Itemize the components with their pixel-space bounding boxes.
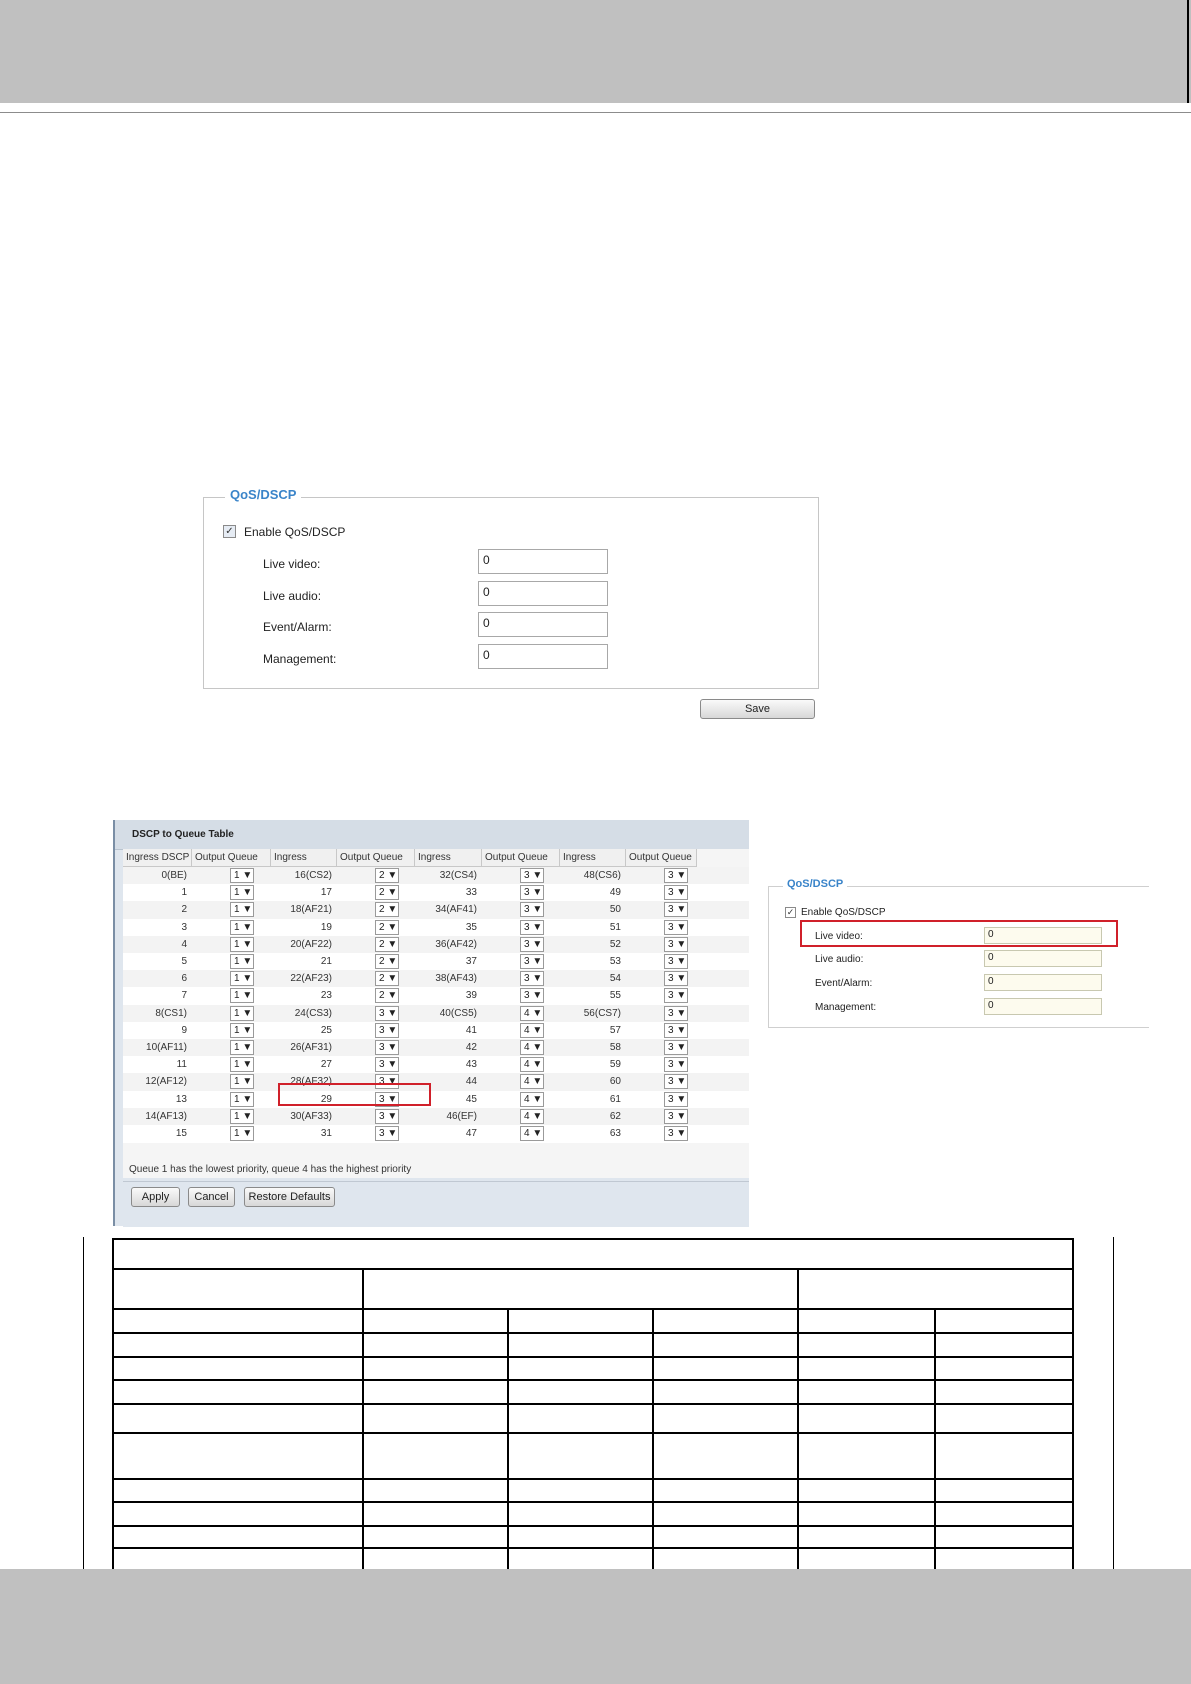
event-alarm-small-label: Event/Alarm: [815, 978, 873, 989]
management-input[interactable]: 0 [478, 644, 608, 669]
ingress-dscp-cell: 56(CS7) [583, 1007, 621, 1019]
output-queue-dropdown[interactable]: 2 ▼ [375, 971, 399, 986]
ingress-dscp-cell: 28(AF32) [290, 1076, 332, 1088]
output-queue-dropdown[interactable]: 1 ▼ [230, 1074, 254, 1089]
event-alarm-label: Event/Alarm: [263, 620, 332, 634]
qos-dscp-panel-small [768, 878, 1149, 1028]
output-queue-dropdown[interactable]: 4 ▼ [520, 1023, 544, 1038]
enable-qos-label: Enable QoS/DSCP [244, 525, 346, 539]
ingress-dscp-cell: 32(CS4) [439, 870, 477, 881]
output-queue-dropdown[interactable]: 3 ▼ [664, 1092, 688, 1107]
output-queue-dropdown[interactable]: 3 ▼ [520, 920, 544, 935]
priority-note: Queue 1 has the lowest priority, queue 4 has the highest priority [129, 1164, 412, 1175]
ingress-dscp-cell: 39 [465, 990, 477, 1002]
output-queue-dropdown[interactable]: 1 ▼ [230, 1040, 254, 1055]
ingress-dscp-cell: 20(AF22) [290, 938, 332, 950]
ingress-dscp-cell: 3 [181, 921, 187, 933]
page-header-band [0, 0, 1191, 103]
enable-qos-small-label: Enable QoS/DSCP [801, 907, 886, 918]
output-queue-dropdown[interactable]: 1 ▼ [230, 1092, 254, 1107]
table-rule [112, 1478, 1074, 1480]
ingress-dscp-cell: 45 [465, 1093, 477, 1105]
output-queue-dropdown[interactable]: 3 ▼ [664, 1109, 688, 1124]
output-queue-dropdown[interactable]: 2 ▼ [375, 868, 399, 883]
ingress-dscp-cell: 53 [609, 956, 621, 967]
output-queue-dropdown[interactable]: 3 ▼ [664, 1057, 688, 1072]
dscp-table-grid [123, 849, 749, 1178]
ingress-dscp-cell: 5 [181, 956, 187, 967]
highlight-box-live-video [800, 920, 1118, 947]
dscp-column-header: Output Queue [192, 849, 271, 867]
ingress-dscp-cell: 12(AF12) [145, 1076, 187, 1088]
ingress-dscp-cell: 36(AF42) [435, 938, 477, 950]
ingress-dscp-cell: 48(CS6) [583, 870, 621, 881]
output-queue-dropdown[interactable]: 1 ▼ [230, 902, 254, 917]
live-video-small-input[interactable]: 0 [984, 927, 1102, 944]
output-queue-dropdown[interactable]: 3 ▼ [664, 1023, 688, 1038]
live-video-small-label: Live video: [815, 931, 863, 942]
ingress-dscp-cell: 18(AF21) [290, 904, 332, 916]
ingress-dscp-cell: 23 [320, 990, 332, 1002]
output-queue-dropdown[interactable]: 3 ▼ [664, 971, 688, 986]
dscp-table-title: DSCP to Queue Table [132, 829, 234, 840]
output-queue-dropdown[interactable]: 3 ▼ [375, 1040, 399, 1055]
ingress-dscp-cell: 49 [609, 887, 621, 899]
output-queue-dropdown[interactable]: 3 ▼ [664, 954, 688, 969]
ingress-dscp-cell: 8(CS1) [155, 1007, 187, 1019]
page-footer-band [0, 1569, 1191, 1684]
ingress-dscp-cell: 2 [181, 904, 187, 916]
output-queue-dropdown[interactable]: 3 ▼ [520, 988, 544, 1003]
output-queue-dropdown[interactable]: 4 ▼ [520, 1006, 544, 1021]
ingress-dscp-cell: 0(BE) [161, 870, 187, 881]
ingress-dscp-cell: 1 [181, 887, 187, 899]
table-rule [797, 1268, 799, 1570]
management-small-label: Management: [815, 1002, 877, 1013]
ingress-dscp-cell: 16(CS2) [294, 870, 332, 881]
ingress-dscp-cell: 35 [465, 921, 477, 933]
ingress-dscp-cell: 61 [609, 1093, 621, 1105]
table-rule [112, 1356, 1074, 1358]
output-queue-dropdown[interactable]: 1 ▼ [230, 920, 254, 935]
output-queue-dropdown[interactable]: 3 ▼ [664, 920, 688, 935]
output-queue-dropdown[interactable]: 3 ▼ [375, 1126, 399, 1141]
table-rule [112, 1268, 1074, 1270]
management-small-input[interactable]: 0 [984, 998, 1102, 1015]
ingress-dscp-cell: 54 [609, 973, 621, 985]
table-rule [112, 1379, 1074, 1381]
event-alarm-input[interactable]: 0 [478, 612, 608, 637]
dscp-column-header: Ingress [415, 849, 482, 867]
qos-dscp-legend: QoS/DSCP [225, 487, 301, 502]
live-video-input[interactable]: 0 [478, 549, 608, 574]
table-rule [507, 1308, 509, 1570]
output-queue-dropdown[interactable]: 1 ▼ [230, 1109, 254, 1124]
ingress-dscp-cell: 52 [609, 938, 621, 950]
ingress-dscp-cell: 17 [320, 887, 332, 899]
live-audio-input[interactable]: 0 [478, 581, 608, 606]
ingress-dscp-cell: 15 [175, 1128, 187, 1139]
highlight-box-af32 [278, 1083, 431, 1106]
output-queue-dropdown[interactable]: 1 ▼ [230, 1023, 254, 1038]
table-rule [112, 1238, 1074, 1240]
output-queue-dropdown[interactable]: 3 ▼ [520, 954, 544, 969]
output-queue-dropdown[interactable]: 3 ▼ [375, 1109, 399, 1124]
live-video-label: Live video: [263, 557, 321, 571]
output-queue-dropdown[interactable]: 1 ▼ [230, 954, 254, 969]
output-queue-dropdown[interactable]: 3 ▼ [664, 902, 688, 917]
table-rule [112, 1238, 114, 1572]
output-queue-dropdown[interactable]: 3 ▼ [520, 885, 544, 900]
ingress-dscp-cell: 50 [609, 904, 621, 916]
output-queue-dropdown[interactable]: 2 ▼ [375, 988, 399, 1003]
output-queue-dropdown[interactable]: 4 ▼ [520, 1092, 544, 1107]
table-rule [112, 1547, 1074, 1549]
table-rule [112, 1501, 1074, 1503]
dscp-column-header: Output Queue [626, 849, 697, 867]
output-queue-dropdown[interactable]: 3 ▼ [375, 1023, 399, 1038]
dscp-column-header: Ingress [560, 849, 626, 867]
ingress-dscp-cell: 6 [181, 973, 187, 985]
output-queue-dropdown[interactable]: 3 ▼ [664, 868, 688, 883]
output-queue-dropdown[interactable]: 1 ▼ [230, 937, 254, 952]
output-queue-dropdown[interactable]: 3 ▼ [375, 1092, 399, 1107]
dscp-column-header: Output Queue [337, 849, 415, 867]
ingress-dscp-cell: 43 [465, 1059, 477, 1071]
save-button[interactable]: Save [700, 699, 815, 719]
live-audio-label: Live audio: [263, 589, 322, 603]
output-queue-dropdown[interactable]: 3 ▼ [664, 988, 688, 1003]
ingress-dscp-cell: 57 [609, 1024, 621, 1036]
ingress-dscp-cell: 24(CS3) [294, 1007, 332, 1019]
ingress-dscp-cell: 27 [320, 1059, 332, 1071]
cancel-button[interactable]: Cancel [188, 1187, 235, 1207]
qos-dscp-panel [203, 487, 819, 689]
output-queue-dropdown[interactable]: 3 ▼ [375, 1057, 399, 1072]
ingress-dscp-cell: 46(EF) [446, 1110, 477, 1122]
page-edge-line [1187, 0, 1189, 103]
output-queue-dropdown[interactable]: 3 ▼ [664, 1074, 688, 1089]
ingress-dscp-cell: 37 [465, 956, 477, 967]
output-queue-dropdown[interactable]: 2 ▼ [375, 902, 399, 917]
output-queue-dropdown[interactable]: 3 ▼ [520, 937, 544, 952]
output-queue-dropdown[interactable]: 3 ▼ [664, 1040, 688, 1055]
table-rule [652, 1308, 654, 1570]
table-rule [112, 1525, 1074, 1527]
ingress-dscp-cell: 55 [609, 990, 621, 1002]
output-queue-dropdown[interactable]: 3 ▼ [375, 1006, 399, 1021]
ingress-dscp-cell: 42 [465, 1042, 477, 1053]
ingress-dscp-cell: 13 [175, 1093, 187, 1105]
table-rule [112, 1308, 1074, 1310]
output-queue-dropdown[interactable]: 1 ▼ [230, 1057, 254, 1072]
output-queue-dropdown[interactable]: 3 ▼ [664, 937, 688, 952]
output-queue-dropdown[interactable]: 1 ▼ [230, 885, 254, 900]
output-queue-dropdown[interactable]: 4 ▼ [520, 1074, 544, 1089]
output-queue-dropdown[interactable]: 4 ▼ [520, 1126, 544, 1141]
ingress-dscp-cell: 29 [320, 1093, 332, 1105]
output-queue-dropdown[interactable]: 3 ▼ [375, 1074, 399, 1089]
ingress-dscp-cell: 14(AF13) [145, 1110, 187, 1122]
header-rule [0, 112, 1191, 113]
ingress-dscp-cell: 58 [609, 1042, 621, 1053]
output-queue-dropdown[interactable]: 2 ▼ [375, 920, 399, 935]
table-rule [934, 1308, 936, 1570]
ingress-dscp-cell: 19 [320, 921, 332, 933]
ingress-dscp-cell: 21 [320, 956, 332, 967]
table-rule [112, 1432, 1074, 1434]
management-label: Management: [263, 652, 337, 666]
ingress-dscp-cell: 10(AF11) [146, 1042, 187, 1053]
ingress-dscp-cell: 4 [181, 938, 187, 950]
ingress-dscp-cell: 33 [465, 887, 477, 899]
output-queue-dropdown[interactable]: 3 ▼ [664, 1126, 688, 1141]
ingress-dscp-cell: 26(AF31) [290, 1042, 332, 1053]
output-queue-dropdown[interactable]: 4 ▼ [520, 1109, 544, 1124]
restore-defaults-button[interactable]: Restore Defaults [244, 1187, 335, 1207]
ingress-dscp-cell: 11 [176, 1059, 187, 1071]
ingress-dscp-cell: 25 [320, 1024, 332, 1036]
output-queue-dropdown[interactable]: 3 ▼ [520, 971, 544, 986]
ingress-dscp-cell: 60 [609, 1076, 621, 1088]
ingress-dscp-cell: 7 [181, 990, 187, 1002]
table-rule [112, 1332, 1074, 1334]
output-queue-dropdown[interactable]: 3 ▼ [664, 1006, 688, 1021]
ingress-dscp-cell: 34(AF41) [435, 904, 477, 916]
output-queue-dropdown[interactable]: 1 ▼ [230, 988, 254, 1003]
dscp-column-header: Ingress [271, 849, 337, 867]
output-queue-dropdown[interactable]: 1 ▼ [230, 971, 254, 986]
dscp-column-header: Output Queue [482, 849, 560, 867]
output-queue-dropdown[interactable]: 1 ▼ [230, 868, 254, 883]
dscp-column-header: Ingress DSCP [123, 849, 192, 867]
ingress-dscp-cell: 40(CS5) [439, 1007, 477, 1019]
enable-qos-checkbox[interactable]: ✓ [223, 525, 236, 538]
live-audio-small-input[interactable]: 0 [984, 950, 1102, 967]
ingress-dscp-cell: 41 [465, 1024, 477, 1036]
ingress-dscp-cell: 38(AF43) [435, 973, 477, 985]
ingress-dscp-cell: 22(AF23) [290, 973, 332, 985]
output-queue-dropdown[interactable]: 2 ▼ [375, 954, 399, 969]
ingress-dscp-cell: 63 [609, 1128, 621, 1139]
output-queue-dropdown[interactable]: 1 ▼ [230, 1126, 254, 1141]
ingress-dscp-cell: 62 [609, 1110, 621, 1122]
output-queue-dropdown[interactable]: 1 ▼ [230, 1006, 254, 1021]
apply-button[interactable]: Apply [131, 1187, 180, 1207]
output-queue-dropdown[interactable]: 3 ▼ [664, 885, 688, 900]
output-queue-dropdown[interactable]: 3 ▼ [520, 868, 544, 883]
live-audio-small-label: Live audio: [815, 954, 864, 965]
output-queue-dropdown[interactable]: 2 ▼ [375, 937, 399, 952]
ingress-dscp-cell: 47 [465, 1128, 477, 1139]
output-queue-dropdown[interactable]: 4 ▼ [520, 1040, 544, 1055]
ingress-dscp-cell: 9 [181, 1024, 187, 1036]
ingress-dscp-cell: 51 [609, 921, 621, 933]
dscp-queue-panel [113, 820, 749, 1226]
table-rule [362, 1268, 364, 1570]
ingress-dscp-cell: 59 [609, 1059, 621, 1071]
qos-dscp-small-legend: QoS/DSCP [783, 878, 847, 890]
table-rule [1072, 1238, 1074, 1572]
output-queue-dropdown[interactable]: 2 ▼ [375, 885, 399, 900]
output-queue-dropdown[interactable]: 3 ▼ [520, 902, 544, 917]
ingress-dscp-cell: 30(AF33) [290, 1110, 332, 1122]
event-alarm-small-input[interactable]: 0 [984, 974, 1102, 991]
ingress-dscp-cell: 31 [320, 1128, 332, 1139]
dscp-table-titlebar [115, 820, 749, 850]
output-queue-dropdown[interactable]: 4 ▼ [520, 1057, 544, 1072]
enable-qos-small-checkbox[interactable]: ✓ [786, 907, 795, 917]
table-rule [112, 1403, 1074, 1405]
ingress-dscp-cell: 44 [465, 1076, 477, 1088]
